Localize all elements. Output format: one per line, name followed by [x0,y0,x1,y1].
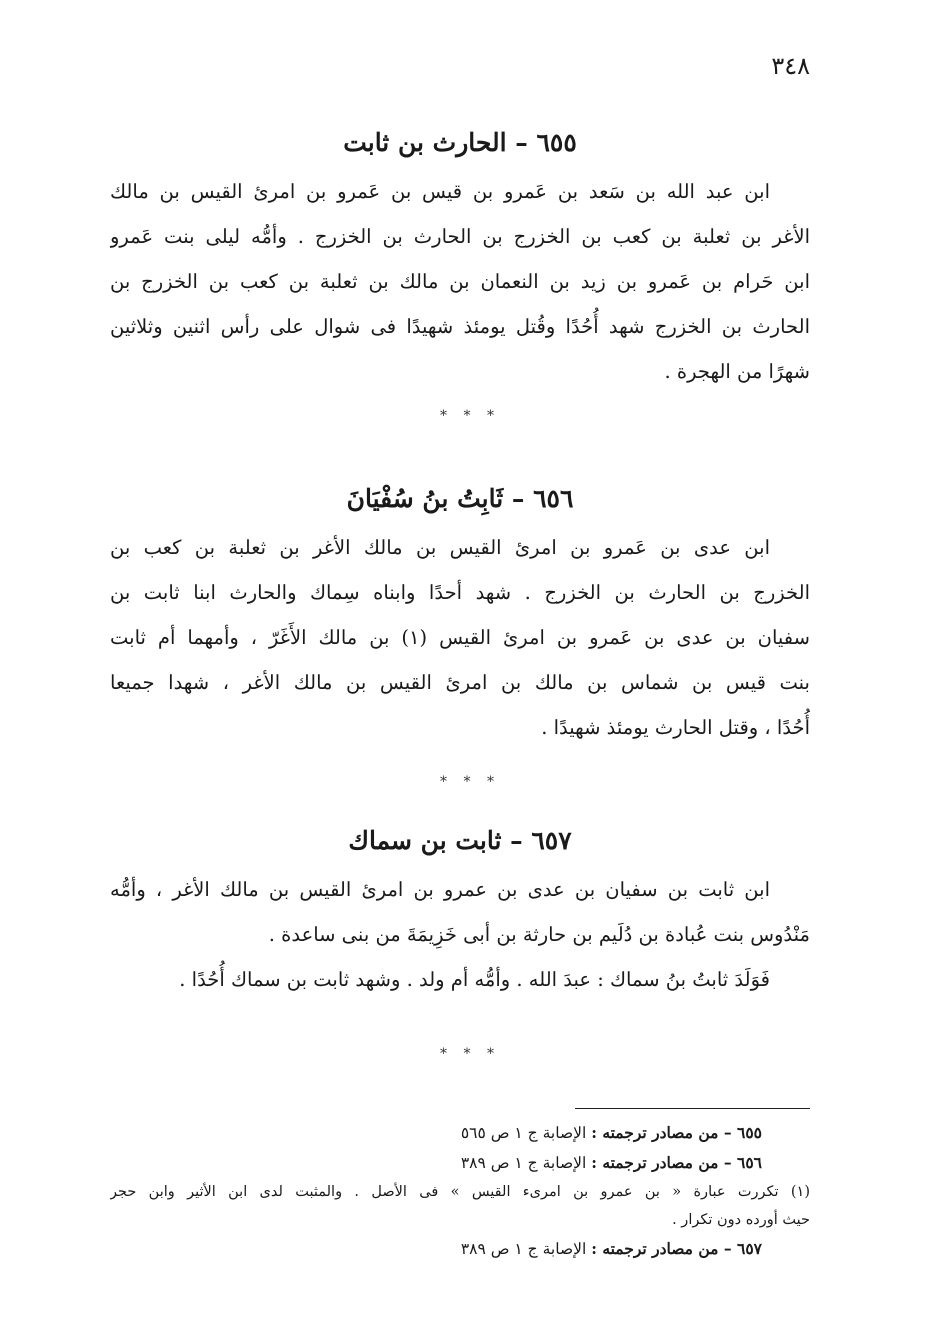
footnote-source-655 [110,1118,810,1148]
footnote-source-656 [110,1148,810,1178]
footnote-source-657 [110,1234,810,1264]
footnote-note: (١) تكررت عبارة « بن عمرو بن امرىء القيس » فى الأصل . والمثبت لدى ابن الأثير وابن حجر [110,1184,810,1200]
footnote-label: ٦٥٦ – من مصادر ترجمته : [591,1153,762,1172]
entry-655 [110,128,810,394]
section-separator: * * * [440,774,500,790]
text-line: بنت قيس بن شماس بن مالك بن امرئ القيس بن مالك الأغر ، شهدا جميعا [110,671,810,694]
text-line: فَوَلَدَ ثابتُ بنُ سماك : عبدَ الله . وأمُّه أم ولد . وشهد ثابت بن سماك أُحُدًا . [179,968,770,991]
footnote-text: الإصابة ج ١ ص ٥٦٥ [460,1124,587,1142]
footnotes [110,1108,810,1264]
text-line: ابن ثابت بن سفيان بن عدى بن عمرو بن امرئ القيس بن مالك الأغر ، وأمُّه [110,878,770,901]
text-line: شهرًا من الهجرة . [664,360,810,383]
footnote-text: الإصابة ج ١ ص ٣٨٩ [460,1240,587,1258]
footnote-text: الإصابة ج ١ ص ٣٨٩ [460,1154,587,1172]
section-separator: * * * [440,1046,500,1062]
entry-title: ٦٥٧ – ثابت بن سماك [348,826,572,855]
text-line: سفيان بن عدى بن عَمرو بن امرئ القيس (١) بن مالك الأَغَرّ ، وأمهما أم ثابت [110,626,810,649]
text-line: مَنْدُوس بنت عُبادة بن دُلَيم بن حارثة بن أبى خَزِيمَةَ من بنى ساعدة . [268,923,810,946]
text-line: الأغر بن ثعلبة بن كعب بن الخزرج بن الحارث بن الخزرج . وأمُّه ليلى بنت عَمرو [110,225,810,248]
text-line: أُحُدًا ، وقتل الحارث يومئذ شهيدًا . [541,716,810,739]
text-line: الحارث بن الخزرج شهد أُحُدًا وقُتل يومئذ شهيدًا فى شوال على رأس اثنين وثلاثين [110,315,810,338]
section-separator: * * * [440,408,500,424]
text-line: ابن عدى بن عَمرو بن امرئ القيس بن مالك الأغر بن ثعلبة بن كعب بن [110,536,770,559]
text-line: ابن عبد الله بن سَعد بن عَمرو بن قيس بن عَمرو بن امرئ القيس بن مالك [110,180,770,203]
footnote-rule [575,1108,810,1109]
text-line: ابن حَرام بن عَمرو بن زيد بن النعمان بن مالك بن ثعلبة بن كعب بن الخزرج بن [110,270,810,293]
entry-657 [110,826,810,1002]
entry-title: ٦٥٦ – ثَابِتُ بنُ سُفْيَانَ [346,484,574,513]
footnote-note-continued: حيث أورده دون تكرار . [672,1212,810,1228]
entry-656 [110,484,810,750]
page-number: ٣٤٨ [771,52,810,80]
footnote-label: ٦٥٥ – من مصادر ترجمته : [591,1123,762,1142]
entry-title: ٦٥٥ – الحارث بن ثابت [343,128,577,157]
footnote-label: ٦٥٧ – من مصادر ترجمته : [591,1239,762,1258]
text-line: الخزرج بن الحارث بن الخزرج . شهد أحدًا وابناه سِماك والحارث ابنا ثابت بن [110,581,810,604]
